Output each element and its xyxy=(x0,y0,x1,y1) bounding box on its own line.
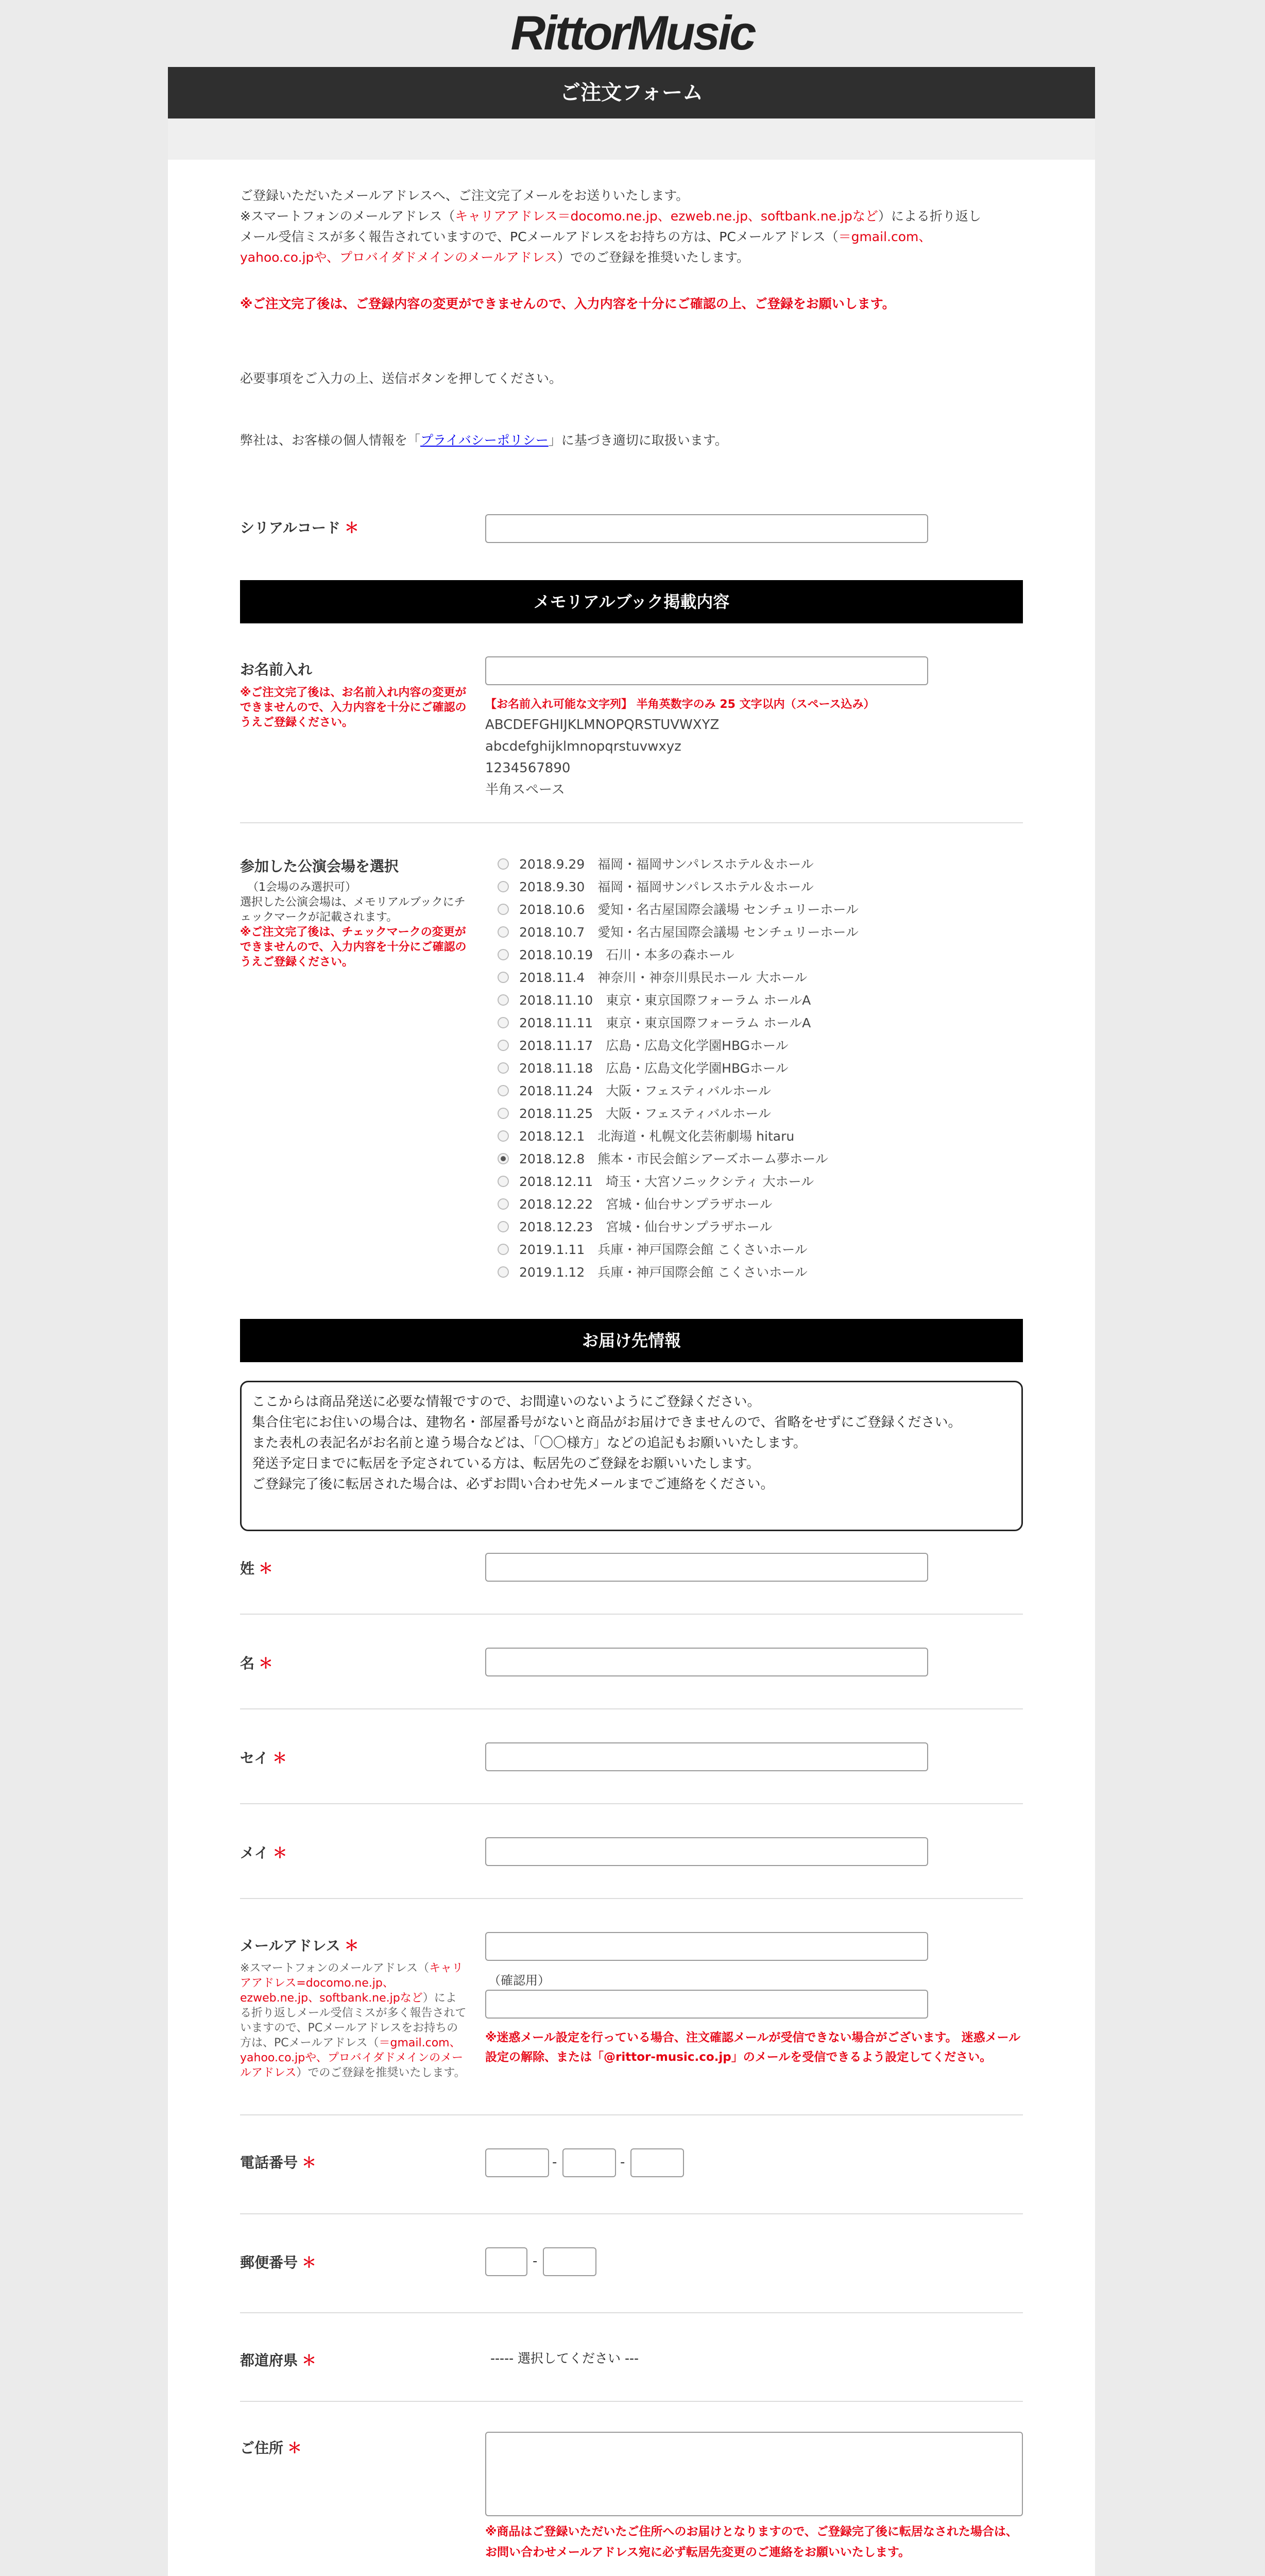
delivery-info-box xyxy=(240,1381,1023,1531)
required-mark: ＊ xyxy=(287,2439,302,2456)
divider xyxy=(240,1708,1023,1709)
section-delivery: お届け先情報 xyxy=(240,1319,1023,1362)
section-memorial: メモリアルブック掲載内容 xyxy=(240,580,1023,623)
intro-line-1: ご登録いただいたメールアドレスへ、ご注文完了メールをお送りいたします。 xyxy=(240,188,689,203)
delivery-info-5: ご登録完了後に転居された場合は、必ずお問い合わせ先メールまでご連絡をください。 xyxy=(252,1477,774,1492)
venue-option-label: 2019.1.11 兵庫・神戸国際会館 こくさいホール xyxy=(519,1242,808,1257)
venue-option-label: 2018.11.24 大阪・フェスティバルホール xyxy=(519,1083,771,1098)
brand-logo xyxy=(0,0,1265,67)
radio-button[interactable] xyxy=(498,858,509,870)
serial-input[interactable] xyxy=(485,514,928,543)
divider xyxy=(240,822,1023,823)
venue-option-label: 2018.11.11 東京・東京国際フォーラム ホールA xyxy=(519,1015,811,1030)
radio-button[interactable] xyxy=(498,1108,509,1119)
logo-text: RittorMusic xyxy=(510,6,755,60)
email-note-c: ）でのご登録を推奨いたします。 xyxy=(296,2066,466,2079)
privacy-policy-link[interactable]: プライバシーポリシー xyxy=(420,433,549,448)
chars-upper: ABCDEFGHIJKLMNOPQRSTUVWXYZ xyxy=(485,717,720,733)
venue-option-label: 2018.11.10 東京・東京国際フォーラム ホールA xyxy=(519,993,811,1008)
required-mark: ＊ xyxy=(259,1655,273,1672)
mei-input[interactable] xyxy=(485,1648,928,1676)
email-confirm-input[interactable] xyxy=(485,1990,928,2019)
intro-line-3 xyxy=(240,227,1023,247)
required-mark: ＊ xyxy=(302,2254,317,2271)
sei-kana-label-text: セイ xyxy=(240,1750,269,1767)
privacy-text xyxy=(240,430,1023,451)
radio-button[interactable] xyxy=(498,1221,509,1232)
sei-kana-input[interactable] xyxy=(485,1742,928,1771)
radio-button[interactable] xyxy=(498,972,509,983)
email-note xyxy=(240,1961,467,2080)
venue-note-1: （1会場のみ選択可） xyxy=(247,881,356,894)
intro-line-4-red: yahoo.co.jpや、プロバイダドメインのメールアドレス xyxy=(240,250,557,265)
chars-digits: 1234567890 xyxy=(485,760,571,776)
venue-option-label: 2018.10.19 石川・本多の森ホール xyxy=(519,947,734,962)
venue-option-label: 2018.11.18 広島・広島文化学園HBGホール xyxy=(519,1061,789,1076)
venue-note-2: 選択した公演会場は、メモリアルブックにチェックマークが記載されます。 xyxy=(240,896,466,924)
sei-input[interactable] xyxy=(485,1553,928,1582)
venue-note xyxy=(240,880,467,970)
intro-text xyxy=(240,185,1023,268)
phone-dash: - xyxy=(620,2155,625,2170)
email-note-red-1: キャリアアドレス=docomo.ne.jp、ezweb.ne.jp、softbank.ne.jpなど xyxy=(240,1962,464,2005)
required-mark: ＊ xyxy=(272,1844,287,1861)
instruction-text: 必要事項をご入力の上、送信ボタンを押してください。 xyxy=(240,371,562,386)
page-title: ご注文フォーム xyxy=(168,67,1095,118)
zip-label-text: 郵便番号 xyxy=(240,2254,298,2271)
address-note: ※商品はご登録いただいたご住所へのお届けとなりますので、ご登録完了後に転居なされた場合は、お問い合わせメールアドレス宛に必ず転居先変更のご連絡をお願いいたします。 xyxy=(485,2525,1018,2559)
venue-option-label: 2018.10.6 愛知・名古屋国際会議場 センチュリーホール xyxy=(519,902,859,917)
email-input[interactable] xyxy=(485,1932,928,1961)
required-mark: ＊ xyxy=(344,1937,359,1954)
radio-button[interactable] xyxy=(498,1040,509,1051)
delivery-info-3: また表札の表記名がお名前と違う場合などは、「〇〇様方」などの追記もお願いいたします。 xyxy=(252,1435,807,1451)
venue-option-label: 2018.10.7 愛知・名古屋国際会議場 センチュリーホール xyxy=(519,925,859,940)
intro-line-2-red: キャリアアドレス＝docomo.ne.jp、ezweb.ne.jp、softbank.ne.jpなど xyxy=(455,209,878,224)
pref-select[interactable]: ----- 選択してください --- xyxy=(490,2351,639,2366)
intro-line-2-b: ）による折り返し xyxy=(878,209,981,224)
divider xyxy=(240,2401,1023,2402)
venue-option-label: 2019.1.12 兵庫・神戸国際会館 こくさいホール xyxy=(519,1265,808,1280)
chars-space: 半角スペース xyxy=(485,782,565,798)
intro-line-2 xyxy=(240,206,1023,227)
venue-option-label: 2018.9.30 福岡・福岡サンパレスホテル＆ホール xyxy=(519,879,814,894)
mei-kana-label-text: メイ xyxy=(240,1844,269,1861)
email-note-a: ※スマートフォンのメールアドレス（ xyxy=(240,1962,430,1975)
sei-kana-label xyxy=(240,1747,287,1768)
intro-line-3-a: メール受信ミスが多く報告されていますので、PCメールアドレスをお持ちの方は、PCメールアドレス（ xyxy=(240,229,839,244)
radio-button[interactable] xyxy=(498,926,509,938)
email-note-b: ）による折り返しメール受信ミスが多く報告されていますので、PCメールアドレスをお持ちの方は、PCメールアドレス（ xyxy=(240,1992,467,2049)
delivery-info-4: 発送予定日までに転居を予定されている方は、転居先のご登録をお願いいたします。 xyxy=(252,1456,760,1471)
required-mark: ＊ xyxy=(302,2154,317,2171)
venue-note-3: ※ご注文完了後は、チェックマークの変更ができませんので、入力内容を十分にご確認のうえご登録ください。 xyxy=(240,926,467,969)
divider xyxy=(240,1803,1023,1804)
name-chars-list xyxy=(485,714,719,801)
address-textarea[interactable] xyxy=(485,2432,1023,2516)
radio-button[interactable] xyxy=(498,1244,509,1255)
email-label-text: メールアドレス xyxy=(240,1937,340,1954)
venue-option-label: 2018.12.1 北海道・札幌文化芸術劇場 hitaru xyxy=(519,1129,795,1144)
phone-input-1[interactable] xyxy=(485,2148,549,2177)
radio-button[interactable] xyxy=(498,994,509,1006)
venue-option-label: 2018.12.11 埼玉・大宮ソニックシティ 大ホール xyxy=(519,1174,814,1189)
email-note-red-2: ＝gmail.com、yahoo.co.jpや、プロバイダドメインのメールアドレス xyxy=(240,2037,464,2079)
email-label xyxy=(240,1935,359,1955)
intro-line-3-red: ＝gmail.com、 xyxy=(838,229,932,244)
address-label-text: ご住所 xyxy=(240,2439,284,2456)
sei-label xyxy=(240,1557,273,1578)
zip-dash: - xyxy=(533,2253,538,2269)
email-warning: ※迷惑メール設定を行っている場合、注文確認メールが受信できない場合がございます。 迷惑メール設定の解除、または「@rittor-music.co.jp」のメールを受信できるよう設定してください。 xyxy=(485,2031,1021,2064)
intro-line-4-b: ）でのご登録を推奨いたします。 xyxy=(557,250,749,265)
serial-label-text: シリアルコード xyxy=(240,519,340,536)
radio-button[interactable] xyxy=(498,881,509,892)
phone-label xyxy=(240,2151,316,2172)
required-mark: ＊ xyxy=(259,1560,273,1577)
divider xyxy=(240,1898,1023,1899)
intro-warning: ※ご注文完了後は、ご登録内容の変更ができませんので、入力内容を十分にご確認の上、ご登録をお願いします。 xyxy=(240,296,895,311)
radio-button[interactable] xyxy=(498,1266,509,1278)
privacy-text-after: 」に基づき適切に取扱います。 xyxy=(548,433,728,448)
phone-dash: - xyxy=(552,2155,557,2170)
required-mark: ＊ xyxy=(302,2352,317,2369)
zip-label xyxy=(240,2251,316,2272)
radio-button[interactable] xyxy=(498,1062,509,1074)
phone-label-text: 電話番号 xyxy=(240,2154,298,2171)
sei-label-text: 姓 xyxy=(240,1560,255,1577)
pref-label xyxy=(240,2349,316,2370)
radio-button[interactable] xyxy=(498,1176,509,1187)
divider xyxy=(240,2114,1023,2115)
radio-button[interactable] xyxy=(498,1130,509,1142)
intro-line-4 xyxy=(240,247,1023,268)
venue-label: 参加した公演会場を選択 xyxy=(240,858,399,875)
mei-label xyxy=(240,1652,273,1673)
divider xyxy=(240,1614,1023,1615)
zip-input-2[interactable] xyxy=(543,2247,596,2276)
pref-label-text: 都道府県 xyxy=(240,2352,298,2369)
divider xyxy=(240,2213,1023,2214)
radio-button[interactable] xyxy=(498,1017,509,1028)
phone-input-2[interactable] xyxy=(562,2148,616,2177)
name-input[interactable] xyxy=(485,656,928,685)
venue-option-label: 2018.11.17 広島・広島文化学園HBGホール xyxy=(519,1038,789,1053)
venue-option-label: 2018.12.8 熊本・市民会館シアーズホーム夢ホール xyxy=(519,1151,828,1166)
privacy-text-before: 弊社は、お客様の個人情報を「 xyxy=(240,433,421,448)
venue-option-label: 2018.12.23 宮城・仙台サンプラザホール xyxy=(519,1219,773,1234)
order-form-frame xyxy=(168,67,1095,2576)
address-label xyxy=(240,2437,302,2458)
mei-label-text: 名 xyxy=(240,1655,255,1672)
name-label: お名前入れ xyxy=(240,661,313,678)
mei-kana-input[interactable] xyxy=(485,1837,928,1866)
radio-button[interactable] xyxy=(498,1085,509,1096)
zip-input-1[interactable] xyxy=(485,2247,527,2276)
serial-label xyxy=(240,517,359,537)
delivery-info-1: ここからは商品発送に必要な情報ですので、お間違いのないようにご登録ください。 xyxy=(252,1394,761,1410)
title-subbar xyxy=(168,118,1095,160)
name-chars-title: 【お名前入れ可能な文字列】 半角英数字のみ 25 文字以内（スペース込み） xyxy=(485,698,875,711)
radio-button[interactable] xyxy=(498,904,509,915)
intro-line-2-a: ※スマートフォンのメールアドレス（ xyxy=(240,209,455,224)
venue-option-label: 2018.11.25 大阪・フェスティバルホール xyxy=(519,1106,771,1121)
venue-option-label: 2018.12.22 宮城・仙台サンプラザホール xyxy=(519,1197,773,1212)
required-mark: ＊ xyxy=(272,1750,287,1767)
mei-kana-label xyxy=(240,1842,287,1862)
delivery-info-2: 集合住宅にお住いの場合は、建物名・部屋番号がないと商品がお届けできませんので、省略をせずにご登録ください。 xyxy=(252,1415,962,1430)
radio-button[interactable] xyxy=(498,949,509,960)
chars-lower: abcdefghijklmnopqrstuvwxyz xyxy=(485,739,681,754)
radio-button[interactable] xyxy=(498,1198,509,1210)
radio-button[interactable] xyxy=(498,1153,509,1164)
phone-input-3[interactable] xyxy=(630,2148,684,2177)
name-note: ※ご注文完了後は、お名前入れ内容の変更ができませんので、入力内容を十分にご確認のうえご登録ください。 xyxy=(240,686,467,729)
venue-option-label: 2018.9.29 福岡・福岡サンパレスホテル＆ホール xyxy=(519,857,814,872)
required-mark: ＊ xyxy=(344,519,359,536)
email-confirm-label: （確認用） xyxy=(488,1973,550,1988)
venue-option-label: 2018.11.4 神奈川・神奈川県民ホール 大ホール xyxy=(519,970,808,985)
divider xyxy=(240,2312,1023,2313)
